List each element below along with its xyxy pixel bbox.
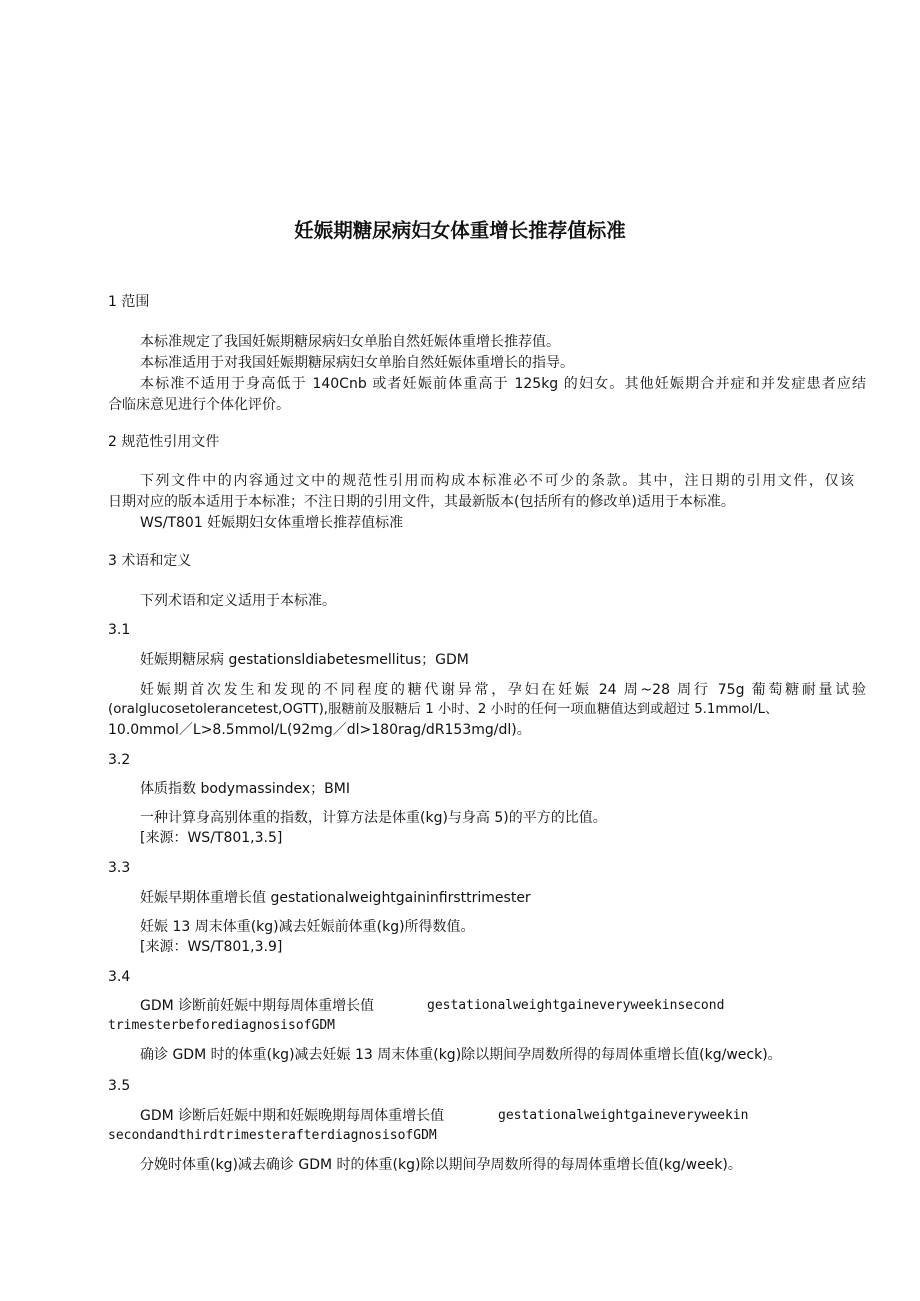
term-definition: 一种计算身高别体重的指数，计算方法是体重(kg)与身高 5)的平方的比值。 [140, 810, 607, 826]
paragraph: 下列文件中的内容通过文中的规范性引用而构成本标准必不可少的条款。其中，注日期的引用文件，仅该 [140, 473, 854, 489]
term-number: 3.5 [108, 1078, 131, 1094]
paragraph: 本标准适用于对我国妊娠期糖尿病妇女单胎自然妊娠体重增长的指导。 [140, 355, 574, 371]
term-title: 妊娠期糖尿病 gestationsldiabetesmellitus；GDM [140, 652, 469, 668]
section-heading-terms-definitions: 3 术语和定义 [108, 553, 192, 569]
term-definition: 10.0mmol／L>8.5mmol/L(92mg／dl>180rag/dR153mg/dl)。 [108, 722, 531, 738]
term-definition: 确诊 GDM 时的体重(kg)减去妊娠 13 周末体重(kg)除以期间孕周数所得的每周体重增长值(kg/weck)。 [140, 1047, 782, 1063]
term-title: GDM 诊断前妊娠中期每周体重增长值 [140, 998, 375, 1014]
term-number: 3.1 [108, 622, 131, 638]
paragraph: 下列术语和定义适用于本标准。 [140, 593, 336, 609]
term-title: 妊娠早期体重增长值 gestationalweightgaininfirsttrimester [140, 890, 531, 906]
reference-item: WS/T801 妊娠期妇女体重增长推荐值标准 [140, 515, 404, 531]
term-definition: 妊娠 13 周末体重(kg)减去妊娠前体重(kg)所得数值。 [140, 919, 475, 935]
term-source: [来源：WS/T801,3.9] [140, 939, 283, 955]
paragraph: 合临床意见进行个体化评价。 [108, 397, 290, 413]
term-definition: 分娩时体重(kg)减去确诊 GDM 时的体重(kg)除以期间孕周数所得的每周体重增长值(kg/week)。 [140, 1157, 742, 1173]
term-title-en: gestationalweightgaineveryweekinsecond [427, 998, 725, 1013]
term-title: 体质指数 bodymassindex；BMI [140, 781, 350, 797]
document-title: 妊娠期糖尿病妇女体重增长推荐值标准 [294, 219, 626, 242]
term-title-en: trimesterbeforediagnosisofGDM [108, 1018, 335, 1033]
term-number: 3.2 [108, 752, 131, 768]
section-heading-normative-references: 2 规范性引用文件 [108, 434, 220, 450]
term-definition: 妊娠期首次发生和发现的不同程度的糖代谢异常，孕妇在妊娠 24 周~28 周行 75g 葡萄糖耐量试验 [140, 682, 866, 698]
paragraph: 本标准不适用于身高低于 140Cnb 或者妊娠前体重高于 125kg 的妇女。其他妊娠期合并症和并发症患者应结 [140, 376, 866, 392]
term-title: GDM 诊断后妊娠中期和妊娠晚期每周体重增长值 [140, 1108, 445, 1124]
section-heading-scope: 1 范围 [108, 294, 150, 310]
paragraph: 日期对应的版本适用于本标准；不注日期的引用文件，其最新版本(包括所有的修改单)适用于本标准。 [108, 494, 735, 510]
term-title-en: gestationalweightgaineveryweekin [498, 1108, 749, 1123]
term-title-en: secondandthirdtrimesterafterdiagnosisofGDM [108, 1128, 437, 1143]
term-number: 3.3 [108, 860, 131, 876]
paragraph: 本标准规定了我国妊娠期糖尿病妇女单胎自然妊娠体重增长推荐值。 [140, 334, 560, 350]
term-source: [来源：WS/T801,3.5] [140, 830, 283, 846]
term-definition: (oralglucosetolerancetest,OGTT),服糖前及服糖后 1 小时、2 小时的任何一项血糖值达到或超过 5.1mmol/L、 [108, 702, 779, 717]
term-number: 3.4 [108, 969, 131, 985]
